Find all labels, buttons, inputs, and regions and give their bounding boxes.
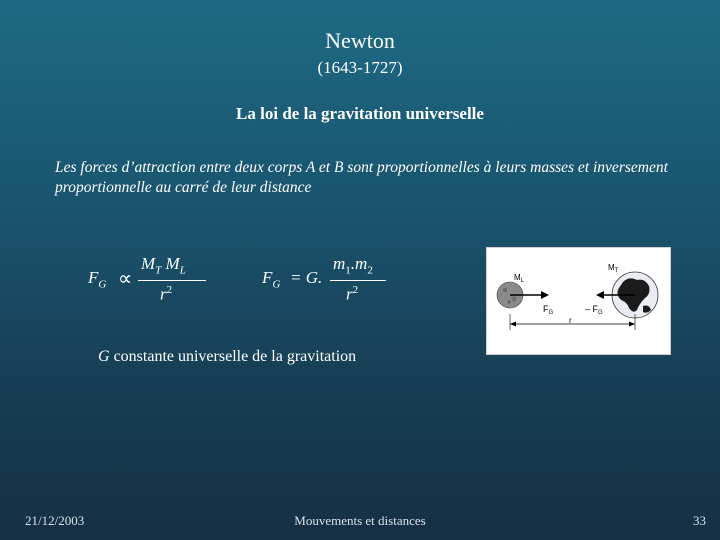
force-arrowhead-moon: [541, 291, 549, 299]
formula1-relation: ∝: [118, 268, 133, 290]
page-number: 33: [693, 513, 706, 528]
label-earth-mass: $M_T$: [608, 263, 619, 274]
formula1-numerator: $M_T$ $M_L$: [141, 254, 186, 277]
formula1-fraction-line: [138, 280, 206, 281]
formula2-relation: = G.: [290, 268, 323, 287]
distance-arrowhead-left: [510, 322, 516, 327]
gravitation-diagram: [486, 247, 671, 355]
footer-title: Mouvements et distances: [294, 513, 426, 528]
formula2-denominator: $r^2$: [346, 284, 359, 304]
label-distance: r: [569, 316, 572, 325]
formula1-lhs: $F_G$: [88, 268, 107, 291]
moon-crater: [503, 288, 507, 292]
label-moon-mass: $M_L$: [514, 273, 525, 284]
slide-title: Newton: [325, 28, 395, 53]
gravitation-constant-note: [98, 348, 356, 366]
force-arrowhead-earth: [596, 291, 604, 299]
formula2-lhs: $F_G$: [262, 268, 281, 291]
description-text: Les forces d’attraction entre deux corps A et B sont proportionnelles à leurs masses et inversement proportionnelle au carré de leur distance: [55, 159, 668, 196]
formula2-numerator: $m_1.m_2$: [333, 254, 373, 277]
formula2-fraction-line: [330, 280, 386, 281]
footer-date: 21/12/2003: [25, 513, 85, 528]
slide-subtitle: La loi de la gravitation universelle: [236, 104, 484, 123]
formula-equality: [260, 254, 400, 310]
formula1-denominator: $r^2$: [160, 284, 173, 304]
distance-arrowhead-right: [629, 322, 635, 327]
formula-proportional: [86, 254, 226, 310]
label-force-opposite: – $F_G$: [585, 304, 603, 316]
label-force: $F_G$: [543, 304, 554, 316]
slide-dates: (1643-1727): [317, 58, 403, 77]
diagram-svg: [487, 248, 670, 354]
g-constant-text: constante universelle de la gravitation: [109, 348, 357, 365]
moon-crater: [508, 301, 511, 304]
moon-crater: [512, 297, 517, 302]
g-symbol: G: [98, 348, 110, 365]
